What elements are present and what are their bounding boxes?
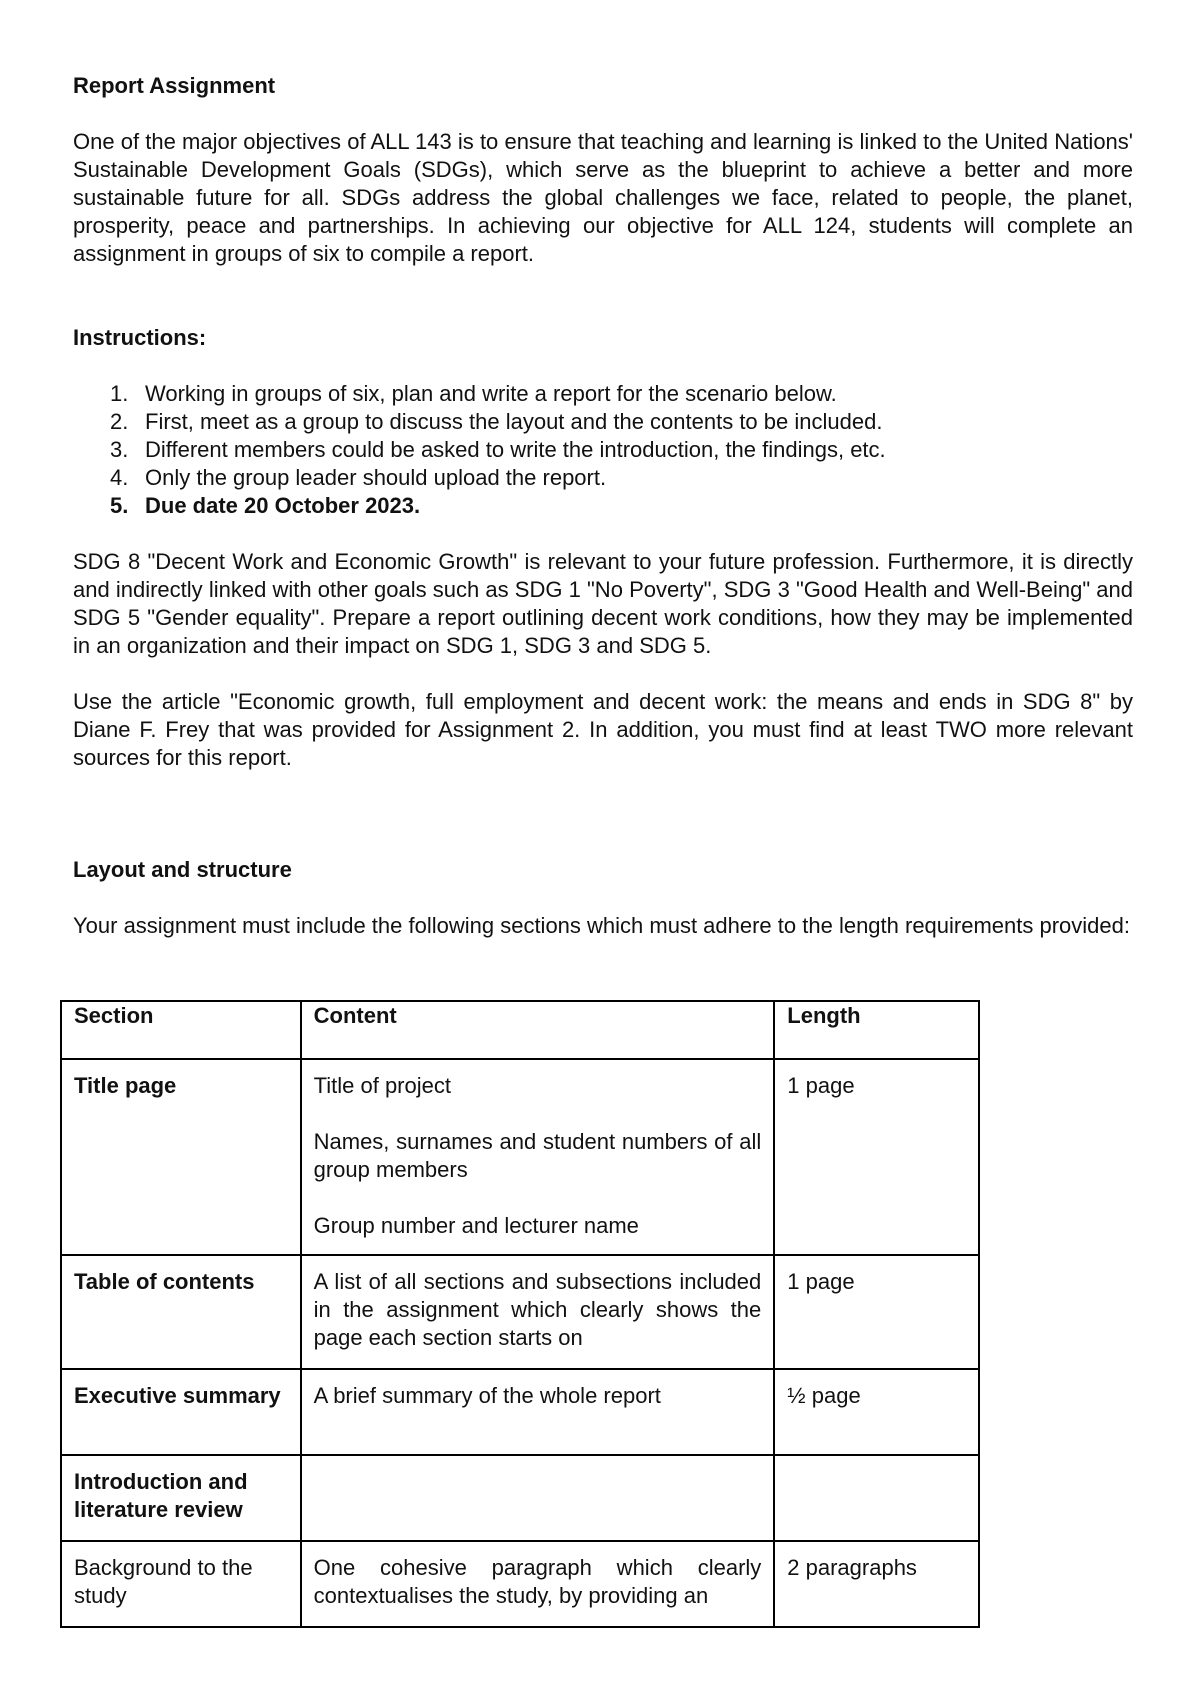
row-length: 1 page (774, 1255, 979, 1369)
article-paragraph: Use the article "Economic growth, full employment and decent work: the means and ends in SDG 8" by Diane F. Frey that was provided for Assignment 2. In addition, you must find at least TWO more relevant sources for this report. (73, 689, 1133, 770)
list-item: 2. First, meet as a group to discuss the layout and the contents to be included. (110, 409, 883, 434)
list-item: 1. Working in groups of six, plan and write a report for the scenario below. (110, 381, 837, 406)
list-item: 4. Only the group leader should upload the report. (110, 465, 607, 490)
report-title: Report Assignment (73, 73, 276, 98)
intro-paragraph: One of the major objectives of ALL 143 is to ensure that teaching and learning is linked to the United Nations' Sustainable Development Goals (SDGs), which serve as the blueprint to achieve a better and more sustainable future for all. SDGs address the global challenges we face, related to people, the planet, prosperity, peace and partnerships. In achieving our objective for ALL 124, students will complete an assignment in groups of six to compile a report. (73, 129, 1133, 266)
row-length: 2 paragraphs (774, 1541, 979, 1627)
due-date-item: 5. Due date 20 October 2023. (110, 493, 421, 518)
header-content: Content (301, 1001, 775, 1059)
instructions-heading: Instructions: (73, 325, 207, 350)
row-section: Table of contents (61, 1255, 301, 1369)
row-content (301, 1455, 775, 1541)
scenario-paragraph: SDG 8 "Decent Work and Economic Growth" is relevant to your future profession. Furthermore, it is directly and indirectly linked with other goals such as SDG 1 "No Poverty", SDG 3 "Good Health and Well-Being" and SDG 5 "Gender equality". Prepare a report outlining decent work conditions, how they may be implemented in an organization and their impact on SDG 1, SDG 3 and SDG 5. (73, 549, 1133, 658)
row-section: Background to the study (61, 1541, 301, 1627)
requirements-table (60, 1000, 980, 1628)
layout-intro: Your assignment must include the following sections which must adhere to the length requirements provided: (73, 913, 1130, 938)
header-section: Section (61, 1001, 301, 1059)
row-length: 1 page (774, 1059, 979, 1255)
row-length (774, 1455, 979, 1541)
table-row (61, 1369, 979, 1455)
row-content: A brief summary of the whole report (301, 1369, 775, 1455)
row-section: Introduction and literature review (61, 1455, 301, 1541)
layout-heading: Layout and structure (73, 857, 292, 882)
table-header-row (61, 1001, 979, 1059)
row-content: Title of project Names, surnames and student numbers of all group members Group number and lecturer name (301, 1059, 775, 1255)
row-section: Executive summary (61, 1369, 301, 1455)
document-page (73, 72, 1133, 940)
row-content: One cohesive paragraph which clearly contextualises the study, by providing an (301, 1541, 775, 1627)
header-length: Length (774, 1001, 979, 1059)
table-row (61, 1541, 979, 1627)
row-length: ½ page (774, 1369, 979, 1455)
list-item: 3. Different members could be asked to write the introduction, the findings, etc. (110, 437, 886, 462)
table-row (61, 1255, 979, 1369)
instructions-list (73, 380, 1133, 520)
table-row (61, 1455, 979, 1541)
table-row (61, 1059, 979, 1255)
row-section: Title page (61, 1059, 301, 1255)
row-content: A list of all sections and subsections included in the assignment which clearly shows the page each section starts on (301, 1255, 775, 1369)
